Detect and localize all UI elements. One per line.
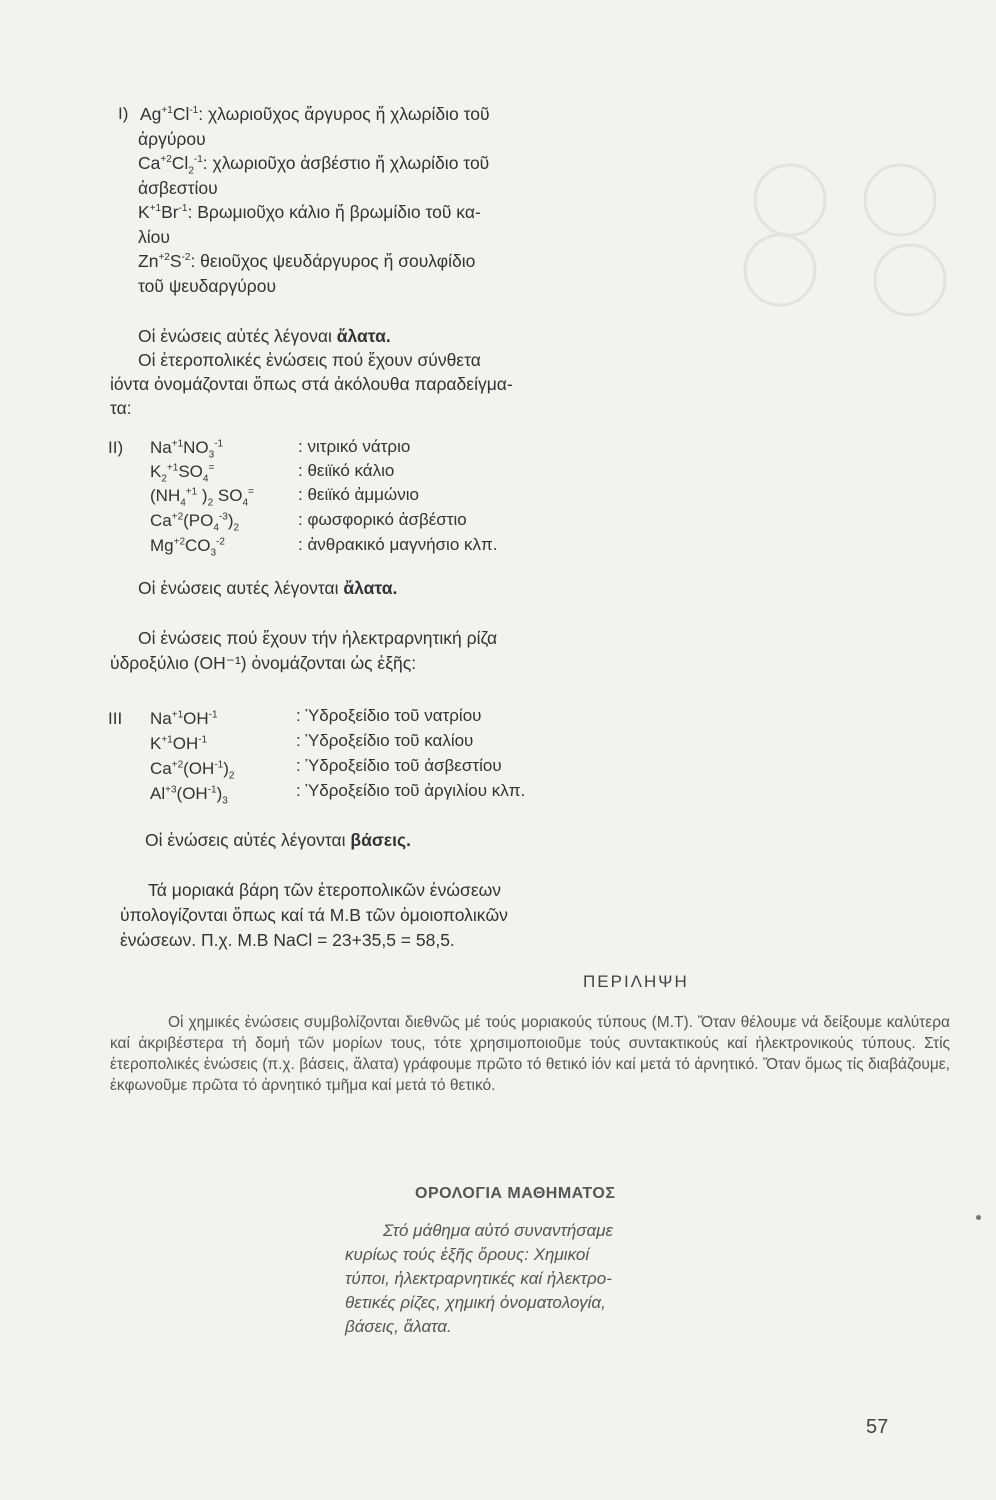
para-1-line-2: ἰόντα ὀνομάζονται ὅπως στά ἀκόλουθα παραδείγμα- — [110, 374, 513, 394]
name-aluminium-hydroxide: : Ὑδροξείδιο τοῦ ἀργιλίου κλπ. — [296, 781, 526, 800]
page-number: 57 — [866, 1416, 889, 1438]
section-3-statement: Οἱ ἐνώσεις αὐτές λέγονται βάσεις. — [145, 830, 411, 850]
formula-ca3po42: $Ca^{+2}(PO_4^{-3})_2$ — [150, 511, 240, 534]
bleed-through-figure — [720, 90, 970, 450]
para-3-line-3: ἐνώσεων. Π.χ. M.B NaCl = 23+35,5 = 58,5. — [120, 930, 455, 950]
summary-text: Οἱ χημικές ἐνώσεις συμβολίζονται διεθνῶς μέ τούς μοριακούς τύπους (M.T). Ὅταν θέλουμε νά δείξουμε καλύτερα καί ἀκριβέστερα τή δομή τῶν μορίων τους, τότε χρησιμοποιοῦμε τούς συντακτικούς καί ἠλεκτρονικούς τύπους. Στίς ἑτεροπολικές ἐνώσεις (π.χ. βάσεις, ἅλατα) γράφουμε πρῶτο τό θετικό ἰόν καί μετά τό ἀρνητικό. Ὅταν ὅμως τίς διαβάζουμε, ἐκφωνοῦμε πρῶτα τό ἀρνητικό τμῆμα καί μετά τό θετικό. — [110, 1014, 950, 1094]
name-sodium-hydroxide: : Ὑδροξείδιο τοῦ νατρίου — [296, 706, 482, 725]
section-1-line-7: $Zn^{+2}S^{-2}$: θειοῦχος ψευδάργυρος ἤ σουλφίδιο — [138, 251, 476, 271]
section-2-label: II) — [108, 438, 124, 457]
terminology-line-4: θετικές ρίζες, χημική ὀνοματολογία, — [345, 1293, 606, 1312]
terminology-line-1: Στό μάθημα αὐτό συναντήσαμε — [383, 1221, 613, 1240]
para-2-line-2: ὑδροξύλιο (OH⁻¹) ὀνομάζονται ὡς ἑξῆς: — [110, 653, 417, 673]
section-1-line-8: τοῦ ψευδαργύρου — [138, 276, 277, 296]
section-1-line-2: ἀργύρου — [138, 129, 206, 149]
terminology-line-2: κυρίως τούς ἑξῆς ὅρους: Χημικοί — [345, 1245, 590, 1264]
para-2-line-1: Οἱ ἐνώσεις πού ἔχουν τήν ἠλεκτραρνητική ρίζα — [138, 628, 498, 648]
name-potassium-sulfate: : θειϊκό κάλιο — [298, 461, 395, 480]
terminology-line-5: βάσεις, ἅλατα. — [345, 1317, 452, 1336]
summary-paragraph — [110, 1012, 950, 1096]
name-magnesium-carbonate: : ἀνθρακικό μαγνήσιο κλπ. — [298, 535, 498, 554]
formula-nano3: $Na^{+1}NO_3^{-1}$ — [150, 438, 224, 461]
section-1-statement: Οἱ ἐνώσεις αὐτές λέγοναι ἄλατα. — [138, 326, 391, 346]
formula-nh42so4: ($NH_4^{+1}$ )$_2$ $SO_4^=$ — [150, 486, 254, 509]
section-3-label: III — [108, 709, 123, 728]
name-potassium-hydroxide: : Ὑδροξείδιο τοῦ καλίου — [296, 731, 474, 750]
formula-k2so4: $K_2^{+1}SO_4^=$ — [150, 462, 215, 485]
section-2-statement: Οἱ ἐνώσεις αυτές λέγονται ἄλατα. — [138, 578, 398, 598]
terminology-block — [345, 1219, 745, 1339]
section-1-label: I) — [118, 104, 129, 123]
formula-caoh2: $Ca^{+2}(OH^{-1})_2$ — [150, 759, 235, 782]
section-1-line-1: $Ag^{+1}Cl^{-1}$: χλωριοῦχος ἄργυρος ἤ χλωρίδιο τοῦ — [140, 104, 490, 124]
terminology-heading: ΟΡΟΛΟΓΙΑ ΜΑΘΗΜΑΤΟΣ — [415, 1185, 616, 1202]
terminology-line-3: τύποι, ἠλεκτραρνητικές καί ἠλεκτρο- — [345, 1269, 612, 1288]
section-1-line-3: $Ca^{+2}Cl_2^{-1}$: χλωριοῦχο ἀσβέστιο ἤ χλωρίδιο τοῦ — [138, 153, 490, 177]
formula-koh: $K^{+1}OH^{-1}$ — [150, 734, 208, 753]
para-1-line-3: τα: — [110, 398, 132, 418]
name-sodium-nitrate: : νιτρικό νάτριο — [298, 437, 411, 456]
formula-mgco3: $Mg^{+2}CO_3^{-2}$ — [150, 536, 225, 559]
para-3-line-2: ὑπολογίζονται ὅπως καί τά M.B τῶν ὁμοιοπολικῶν — [120, 905, 508, 925]
para-3-line-1: Τά μοριακά βάρη τῶν ἑτεροπολικῶν ἐνώσεων — [148, 880, 502, 900]
name-calcium-hydroxide: : Ὑδροξείδιο τοῦ ἀσβεστίου — [296, 756, 502, 775]
formula-aloh3: $Al^{+3}(OH^{-1})_3$ — [150, 784, 228, 807]
name-calcium-phosphate: : φωσφορικό ἀσβέστιο — [298, 510, 467, 529]
name-ammonium-sulfate: : θειϊκό ἀμμώνιο — [298, 485, 419, 504]
section-1-line-6: λίου — [138, 227, 170, 247]
summary-heading: ΠΕΡΙΛΗΨΗ — [583, 972, 689, 991]
section-1-line-4: ἀσβεστίου — [138, 178, 218, 198]
ink-speck — [976, 1215, 981, 1220]
formula-naoh: $Na^{+1}OH^{-1}$ — [150, 709, 218, 728]
section-1-line-5: $K^{+1}Br^{-1}$: Βρωμιοῦχο κάλιο ἤ βρωμίδιο τοῦ κα- — [138, 202, 481, 222]
para-1-line-1: Οἱ ἑτεροπολικές ἐνώσεις πού ἔχουν σύνθετα — [138, 350, 481, 370]
